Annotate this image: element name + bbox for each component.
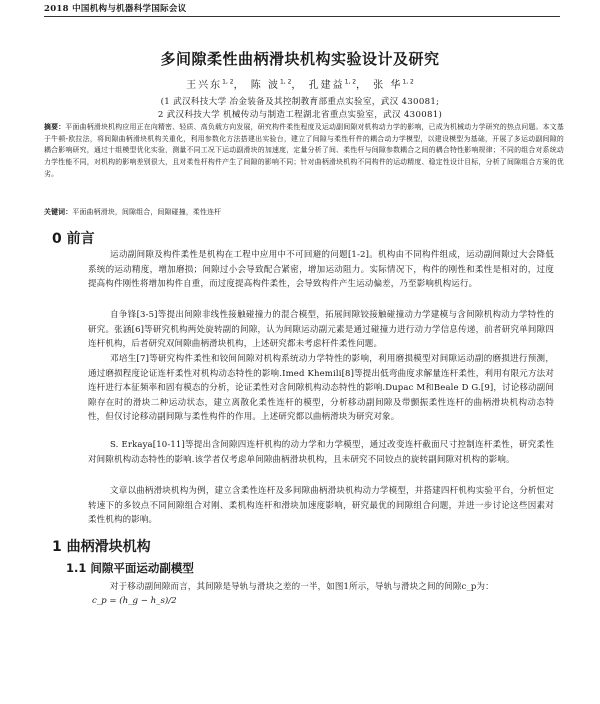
author-affil-mark: 1, 2: [344, 78, 357, 86]
subsection-heading: 1.1 间隙平面运动副模型: [66, 561, 194, 575]
author-name: 王兴东: [186, 80, 223, 91]
author-name: 孔建益: [308, 80, 345, 91]
running-header: 2018 中国机构与机器科学国际会议: [44, 2, 560, 17]
author-name: 陈 波: [250, 80, 280, 91]
body-paragraph: 文章以曲柄滑块机构为例，建立含柔性连杆及多间隙曲柄滑块机构动力学模型，并搭建四杆机构实验平台，分析恒定转速下的多铰点不同间隙组合对刚、柔机构连杆和滑块加速度影响，研究最优的间隙组合问题，并进一步讨论这些因素对柔性机构的影响。: [88, 486, 554, 526]
abstract: [44, 122, 564, 181]
body-paragraph: 运动副间隙及构件柔性是机构在工程中应用中不可回避的问题[1-2]。机构由不同构件组成，运动副间隙过大会降低系统的运动精度，增加磨损；间隙过小会导致配合紧密，增加运动阻力。实际情况下，构件的刚性和柔性是相对的，过度提高构件刚性将增加构件自重，而过度提高构件柔性，会导致构件产生运动偏差，乃至影响机构运行。: [88, 250, 554, 290]
paper-title: 多间隙柔性曲柄滑块机构实验设计及研究: [160, 50, 440, 68]
author-name: 张 华: [373, 80, 403, 91]
clearance-formula: c_p = (h_g − h_s)/2: [92, 596, 177, 606]
keywords-label: 关键词：: [44, 208, 73, 216]
body-paragraph: 邓培生[7]等研究构件柔性和铰间间隙对机构系统动力学特性的影响，利用磨损模型对间隙运动副的磨损进行预测，通过磨损程度论证连杆柔性对机构动态特性的影响.Imed Khemili[8]等提出低弯曲度求解量连杆柔性，利用有限元方法对连杆进行本征频率和固有模态的分析，论证柔性对含间隙机构动态特性的影响.Dupac M和Beale D G.[9]，讨论移动副间隙存在时的滑块二种运动状态，建立离散化柔性连杆的模型，分析移动副间隙及带颤振柔性连杆的曲柄滑块机构动态特性，但仅讨论移动副间隙与柔性构件的作用。上述研究都以曲柄滑块为研究对象。: [88, 354, 554, 423]
author-affil-mark: 1, 2: [279, 78, 292, 86]
keywords-text: 平面曲柄滑块，间隙组合，间隙碰撞，柔性连杆: [72, 208, 222, 216]
abstract-label: 摘要：: [44, 123, 66, 131]
body-paragraph: 自争锋[3-5]等提出间隙非线性接触碰撞力的混合模型，拓展间隙铰接触碰撞动力学建模与含间隙机构动力学特性的研究。张涵[6]等研究机构两处旋转副的间隙，认为间隙运动副元素是通过碰撞力进行动力学信息传递，前者研究单间隙四连杆机构，后者研究双间隙曲柄滑块机构，上述研究都未考虑杆件柔性问题。: [88, 310, 554, 350]
section-heading-intro: 0 前言: [52, 231, 95, 247]
body-paragraph: S. Erkaya[10-11]等提出含间隙四连杆机构的动力学和力学模型，通过改变连杆截面尺寸控制连杆柔性，研究柔性对间隙机构动态特性的影响.该学者仅考虑单间隙曲柄滑块机构，且未研究不同铰点的旋转副间隙对机构的影响。: [88, 440, 554, 465]
body-paragraph: 对于移动副间隙而言，其间隙是导轨与滑块之差的一半，如图1所示，导轨与滑块之间的间隙c_p为：: [110, 582, 494, 592]
keywords: [44, 206, 564, 216]
affiliation-1: (1 武汉科技大学 冶金装备及其控制教育部重点实验室，武汉 430081;: [160, 97, 440, 107]
affiliation-2: 2 武汉科技大学 机械传动与制造工程湖北省重点实验室，武汉 430081): [157, 110, 443, 120]
author-affil-mark: 1, 2: [402, 78, 414, 86]
section-heading-crank-slider: 1 曲柄滑块机构: [52, 539, 151, 555]
author-list: 王兴东$^{1, 2}$， 陈 波$^{1, 2}$， 孔建益$^{1, 2}$， 张 华$^{1, 2}$: [186, 78, 414, 91]
abstract-text: 平面曲柄滑块机构应用正在向精密、轻质、高负载方向发展，研究构件柔性程度及运动副间隙对机构动力学的影响，已成为机械动力学研究的热点问题。本文基于牛顿-欧拉法，将间隙曲柄滑块机构关重化，利用参数化方法搭建出实验台，建立了间隙与柔性杆件的耦合动力学模型，以建设模型为基础，开展了多运动副间隙的耦合影响研究，通过十组模型优化实验，测量不同工况下运动副滑块的加速度，定量分析了间、柔性杆与间隙参数耦合之间的耦合特性影响规律；不同的组合对系统动力学性能不同，对机构的影响差别很大，且对柔性杆构件产生了间隙的影响不同；针对曲柄滑块机构不同构件的运动精度、稳定性设计目标，分析了间隙组合方案的优劣。: [44, 123, 564, 178]
author-affil-mark: 1, 2: [222, 78, 234, 86]
